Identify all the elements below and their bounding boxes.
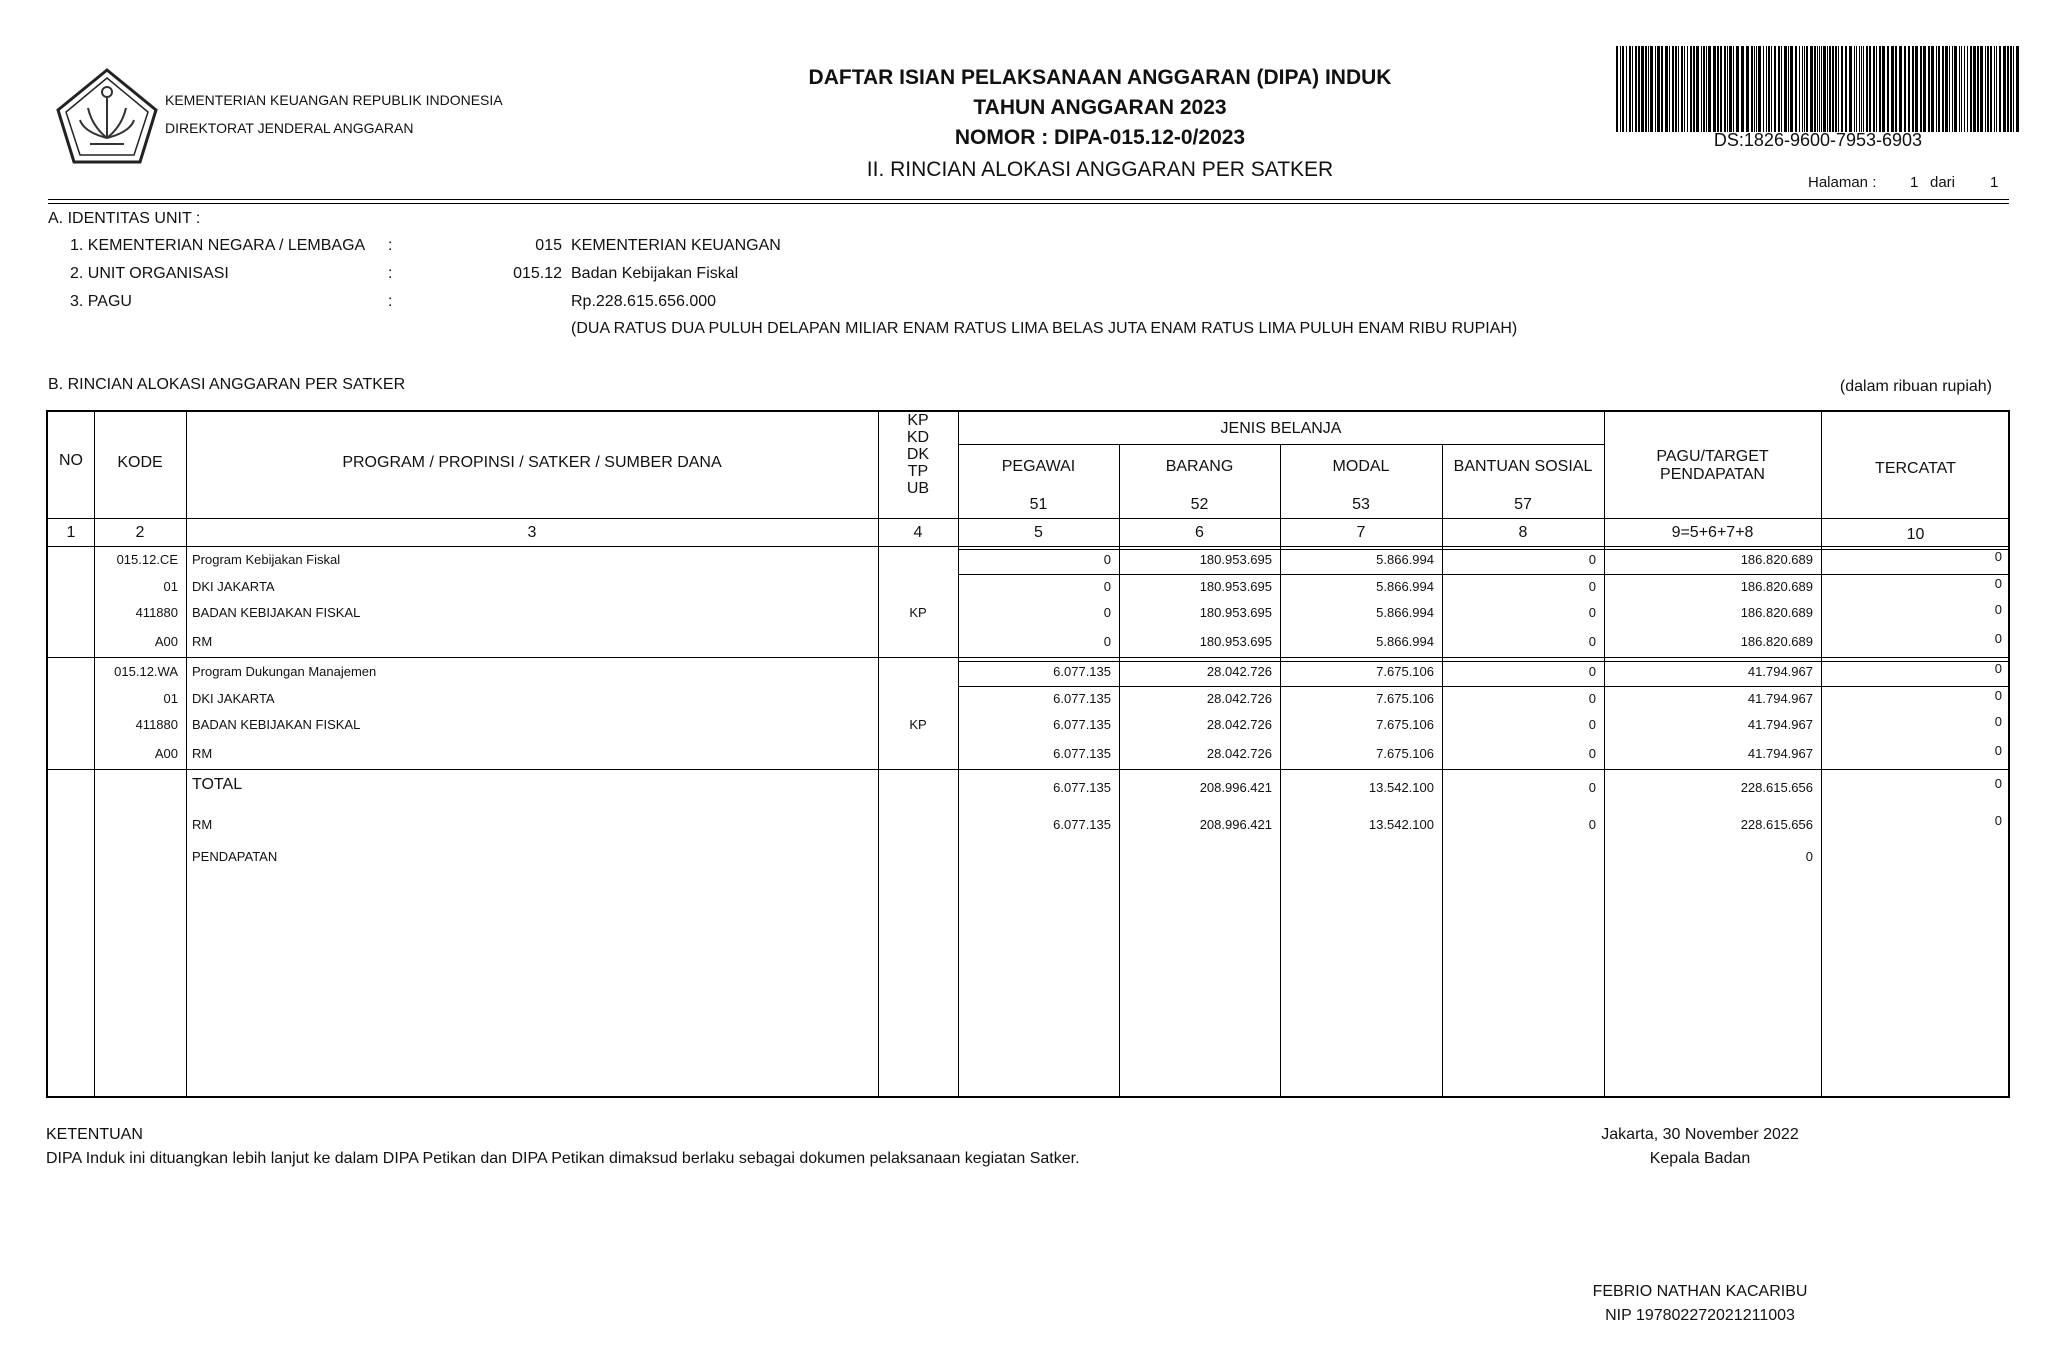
total-bar: 208.996.421 xyxy=(1199,780,1272,795)
row-nama: DKI JAKARTA xyxy=(192,579,275,594)
row-kode: 411880 xyxy=(135,717,178,732)
jenis-belanja-header: JENIS BELANJA xyxy=(1220,420,1342,437)
row-modal: 5.866.994 xyxy=(1376,579,1434,594)
row-modal: 7.675.106 xyxy=(1376,717,1434,732)
row-pegawai: 0 xyxy=(1103,605,1111,620)
row-barang: 180.953.695 xyxy=(1199,605,1272,620)
colnum: 4 xyxy=(913,524,923,541)
colnum: 6 xyxy=(1195,524,1204,541)
page-of-label: dari xyxy=(1930,174,1956,191)
identitas-code: 015.12 xyxy=(513,265,562,282)
row-barang: 28.042.726 xyxy=(1206,717,1272,732)
row-nama: BADAN KEBIJAKAN FISKAL xyxy=(192,717,361,732)
row-pegawai: 6.077.135 xyxy=(1053,717,1111,732)
row-nama: Program Dukungan Manajemen xyxy=(192,664,377,679)
row-pagu: 41.794.967 xyxy=(1747,746,1813,761)
row-pegawai: 6.077.135 xyxy=(1053,664,1111,679)
allocation-table xyxy=(46,410,2010,1098)
total-peg: 6.077.135 xyxy=(1053,780,1111,795)
row-barang: 28.042.726 xyxy=(1206,664,1272,679)
col-pagu-header-2: PENDAPATAN xyxy=(1660,466,1765,483)
row-bansos: 0 xyxy=(1588,664,1596,679)
row-pagu: 186.820.689 xyxy=(1740,634,1813,649)
colnum: 5 xyxy=(1034,524,1043,541)
doc-title: DAFTAR ISIAN PELAKSANAAN ANGGARAN (DIPA) INDUK xyxy=(808,66,1392,89)
row-bansos: 0 xyxy=(1588,605,1596,620)
doc-number: NOMOR : DIPA-015.12-0/2023 xyxy=(954,126,1246,149)
col-kp-header: KP KD DK TP UB xyxy=(906,412,930,497)
rm-tercatat: 0 xyxy=(1994,813,2002,828)
row-kode: 411880 xyxy=(135,605,178,620)
row-nama: DKI JAKARTA xyxy=(192,691,275,706)
ketentuan-heading: KETENTUAN xyxy=(46,1126,143,1143)
rm-label: RM xyxy=(192,817,213,832)
col-kode-header: KODE xyxy=(117,454,163,471)
rm-ban: 0 xyxy=(1588,817,1596,832)
col-pegawai-code: 51 xyxy=(1029,496,1048,513)
total-ban: 0 xyxy=(1588,780,1596,795)
row-pagu: 41.794.967 xyxy=(1747,664,1813,679)
identitas-label: 3. PAGU xyxy=(70,293,132,310)
col-barang-header: BARANG xyxy=(1165,458,1234,475)
col-modal-code: 53 xyxy=(1352,496,1370,513)
row-nama: Program Kebijakan Fiskal xyxy=(192,552,341,567)
row-modal: 5.866.994 xyxy=(1376,634,1434,649)
row-barang: 180.953.695 xyxy=(1199,552,1272,567)
row-kode: A00 xyxy=(154,634,178,649)
col-bansos-code: 57 xyxy=(1514,496,1532,513)
total-mod: 13.542.100 xyxy=(1368,780,1434,795)
colnum: 10 xyxy=(1906,526,1925,543)
total-label: TOTAL xyxy=(192,776,243,793)
row-kode: 015.12.WA xyxy=(114,664,178,679)
col-barang-code: 52 xyxy=(1190,496,1209,513)
colnum: 2 xyxy=(135,524,145,541)
ministry-name: KEMENTERIAN KEUANGAN REPUBLIK INDONESIA xyxy=(165,92,503,108)
row-nama: RM xyxy=(192,746,213,761)
row-modal: 7.675.106 xyxy=(1376,746,1434,761)
row-kode: 01 xyxy=(163,579,178,594)
row-modal: 5.866.994 xyxy=(1376,552,1434,567)
total-tercatat: 0 xyxy=(1994,776,2002,791)
colnum: 9=5+6+7+8 xyxy=(1671,524,1754,541)
rincian-heading: B. RINCIAN ALOKASI ANGGARAN PER SATKER xyxy=(48,376,406,393)
row-kp: KP xyxy=(909,717,927,732)
row-barang: 180.953.695 xyxy=(1199,579,1272,594)
colnum: 1 xyxy=(66,524,76,541)
identitas-code: 015 xyxy=(535,237,562,254)
col-no-header: NO xyxy=(59,452,83,469)
row-bansos: 0 xyxy=(1588,746,1596,761)
row-pagu: 186.820.689 xyxy=(1740,579,1813,594)
row-tercatat: 0 xyxy=(1994,688,2002,703)
row-pegawai: 6.077.135 xyxy=(1053,746,1111,761)
row-bansos: 0 xyxy=(1588,717,1596,732)
row-tercatat: 0 xyxy=(1994,743,2002,758)
row-pegawai: 6.077.135 xyxy=(1053,691,1111,706)
unit-note: (dalam ribuan rupiah) xyxy=(1839,378,1992,395)
row-modal: 5.866.994 xyxy=(1376,605,1434,620)
row-kode: 015.12.CE xyxy=(116,552,178,567)
identitas-sep: : xyxy=(388,265,393,282)
row-modal: 7.675.106 xyxy=(1376,664,1434,679)
row-nama: BADAN KEBIJAKAN FISKAL xyxy=(192,605,361,620)
identitas-value: Badan Kebijakan Fiskal xyxy=(571,265,739,282)
row-pegawai: 0 xyxy=(1103,634,1111,649)
row-barang: 28.042.726 xyxy=(1206,691,1272,706)
rm-mod: 13.542.100 xyxy=(1368,817,1434,832)
identitas-label: 2. UNIT ORGANISASI xyxy=(70,265,229,282)
total-pagu: 228.615.656 xyxy=(1740,780,1813,795)
digital-stamp: DS:1826-9600-7953-6903 xyxy=(1713,130,1923,150)
row-kp: KP xyxy=(909,605,927,620)
identitas-label: 1. KEMENTERIAN NEGARA / LEMBAGA xyxy=(70,237,366,254)
row-bansos: 0 xyxy=(1588,552,1596,567)
row-nama: RM xyxy=(192,634,213,649)
pendapatan-label: PENDAPATAN xyxy=(192,849,278,864)
pagu-amount: Rp.228.615.656.000 xyxy=(571,293,717,310)
page-total: 1 xyxy=(1990,174,1999,191)
rm-peg: 6.077.135 xyxy=(1053,817,1111,832)
ketentuan-text: DIPA Induk ini dituangkan lebih lanjut ke dalam DIPA Petikan dan DIPA Petikan dimaksud berlaku sebagai dokumen pelaksanaan kegiatan Satker. xyxy=(46,1150,1080,1167)
row-barang: 180.953.695 xyxy=(1199,634,1272,649)
row-tercatat: 0 xyxy=(1994,602,2002,617)
row-pagu: 41.794.967 xyxy=(1747,691,1813,706)
colnum: 8 xyxy=(1518,524,1528,541)
row-bansos: 0 xyxy=(1588,579,1596,594)
signature-position: Kepala Badan xyxy=(1649,1150,1751,1167)
row-tercatat: 0 xyxy=(1994,714,2002,729)
col-pagu-header: PAGU/TARGET xyxy=(1656,448,1769,465)
pagu-terbilang: (DUA RATUS DUA PULUH DELAPAN MILIAR ENAM RATUS LIMA BELAS JUTA ENAM RATUS LIMA PULUH ENAM RIBU RUPIAH) xyxy=(571,320,1518,337)
row-pagu: 186.820.689 xyxy=(1740,552,1813,567)
doc-year: TAHUN ANGGARAN 2023 xyxy=(973,96,1227,119)
pendapatan-pagu: 0 xyxy=(1805,849,1813,864)
barcode-icon xyxy=(1616,46,2020,132)
identitas-value: KEMENTERIAN KEUANGAN xyxy=(571,237,781,254)
col-pegawai-header: PEGAWAI xyxy=(1001,458,1076,475)
identitas-sep: : xyxy=(388,293,393,310)
signature-place-date: Jakarta, 30 November 2022 xyxy=(1601,1126,1799,1143)
rm-pagu: 228.615.656 xyxy=(1740,817,1813,832)
signatory-nip: NIP 197802272021211003 xyxy=(1605,1307,1795,1324)
row-pagu: 41.794.967 xyxy=(1747,717,1813,732)
row-barang: 28.042.726 xyxy=(1206,746,1272,761)
row-pagu: 186.820.689 xyxy=(1740,605,1813,620)
rm-bar: 208.996.421 xyxy=(1199,817,1272,832)
colnum: 3 xyxy=(527,524,537,541)
page-label: Halaman : xyxy=(1808,174,1877,191)
doc-subtitle: II. RINCIAN ALOKASI ANGGARAN PER SATKER xyxy=(866,158,1334,181)
row-pegawai: 0 xyxy=(1103,552,1111,567)
identitas-sep: : xyxy=(388,237,393,254)
row-tercatat: 0 xyxy=(1994,631,2002,646)
row-modal: 7.675.106 xyxy=(1376,691,1434,706)
row-bansos: 0 xyxy=(1588,634,1596,649)
row-tercatat: 0 xyxy=(1994,549,2002,564)
row-pegawai: 0 xyxy=(1103,579,1111,594)
identitas-heading: A. IDENTITAS UNIT : xyxy=(48,210,201,227)
col-modal-header: MODAL xyxy=(1332,458,1390,475)
row-tercatat: 0 xyxy=(1994,576,2002,591)
page-number: 1 xyxy=(1910,174,1919,191)
row-kode: 01 xyxy=(163,691,178,706)
signatory-name: FEBRIO NATHAN KACARIBU xyxy=(1592,1283,1808,1300)
row-tercatat: 0 xyxy=(1994,661,2002,676)
col-program-header: PROGRAM / PROPINSI / SATKER / SUMBER DANA xyxy=(342,454,722,471)
ministry-emblem-icon xyxy=(52,66,162,166)
colnum: 7 xyxy=(1356,524,1366,541)
col-bansos-header: BANTUAN SOSIAL xyxy=(1453,458,1593,475)
row-bansos: 0 xyxy=(1588,691,1596,706)
row-kode: A00 xyxy=(154,746,178,761)
col-tercatat-header: TERCATAT xyxy=(1875,460,1956,477)
directorate-name: DIREKTORAT JENDERAL ANGGARAN xyxy=(165,120,414,136)
